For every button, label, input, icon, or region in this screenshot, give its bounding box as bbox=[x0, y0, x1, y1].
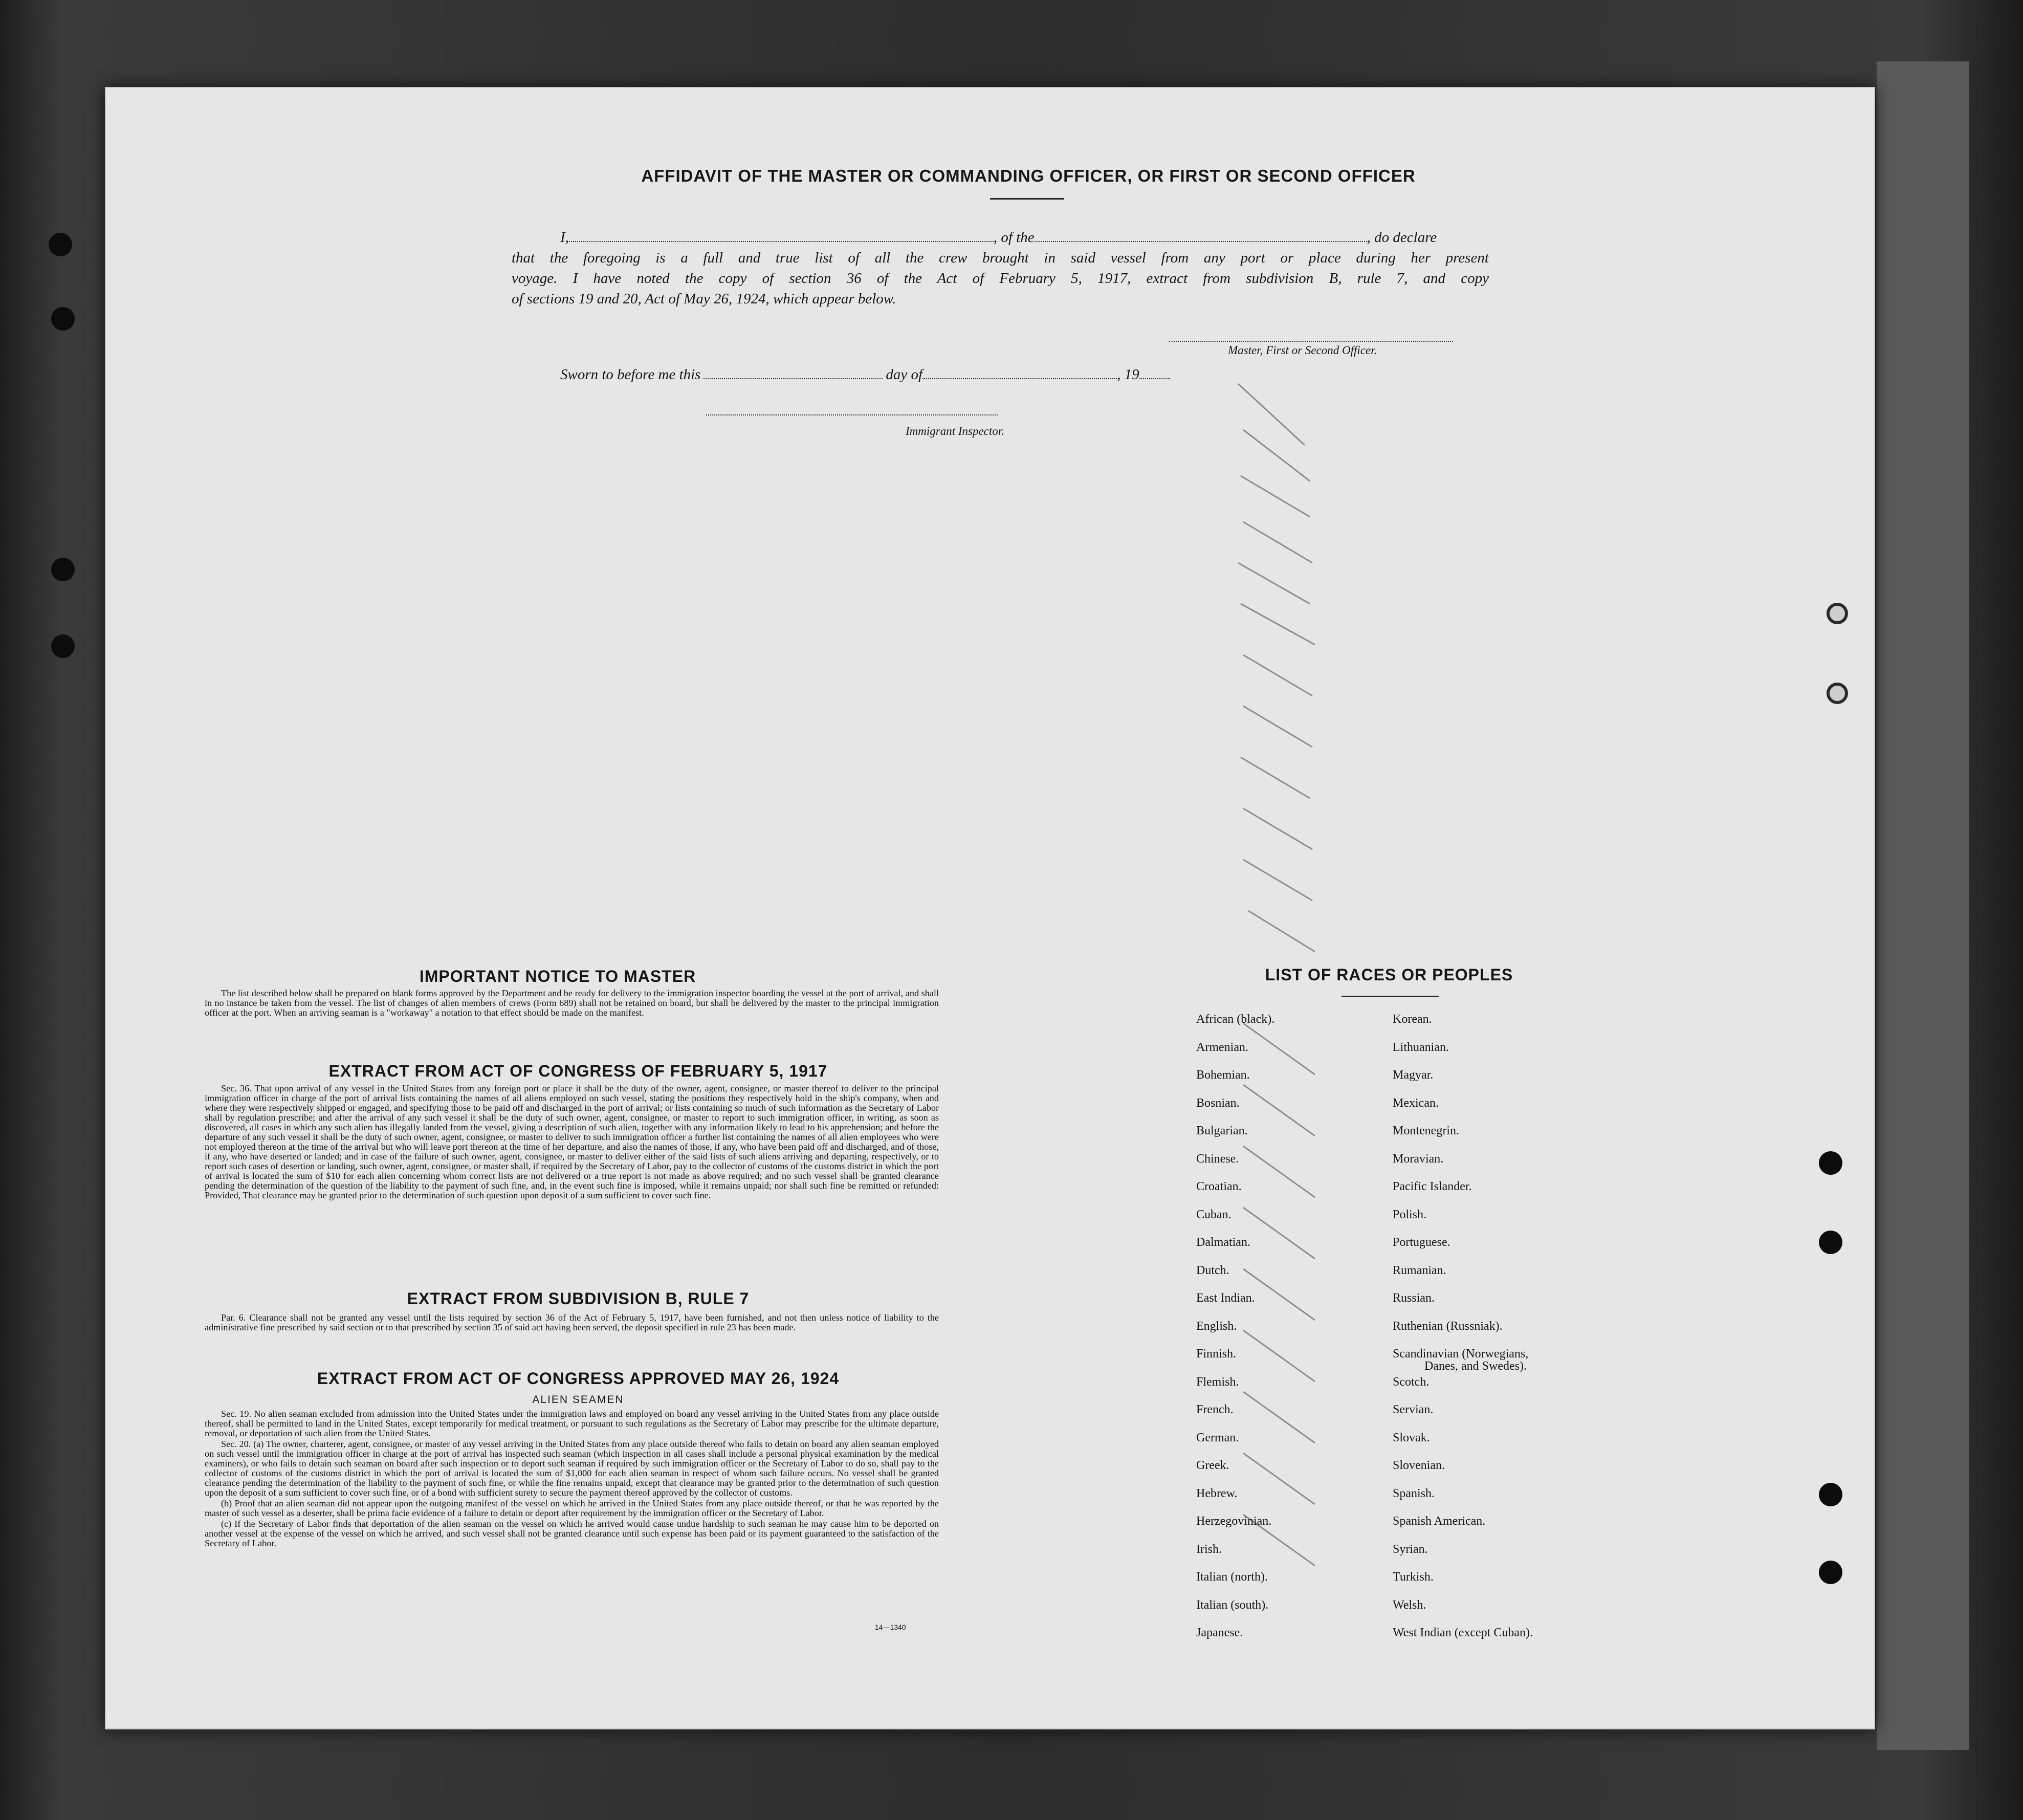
race-item: Portuguese. bbox=[1393, 1236, 1450, 1249]
vessel-name-blank bbox=[1035, 230, 1367, 242]
race-item: Montenegrin. bbox=[1393, 1124, 1459, 1137]
affidavit-title: AFFIDAVIT OF THE MASTER OR COMMANDING OFFICER, OR FIRST OR SECOND OFFICER bbox=[641, 166, 1416, 185]
race-item: Cuban. bbox=[1196, 1208, 1232, 1221]
sworn-text: Sworn to before me this bbox=[560, 366, 701, 383]
race-item: Hebrew. bbox=[1196, 1486, 1238, 1500]
extract-1917-title: EXTRACT FROM ACT OF CONGRESS OF FEBRUARY 5, 1917 bbox=[328, 1062, 828, 1080]
extract-rule7-text bbox=[205, 1313, 939, 1333]
race-item: Greek. bbox=[1196, 1459, 1229, 1472]
binder-hole bbox=[1819, 1151, 1842, 1175]
binder-hole bbox=[1819, 1231, 1842, 1254]
binder-hole bbox=[1819, 1561, 1842, 1584]
race-item: Korean. bbox=[1393, 1013, 1432, 1026]
race-item: Dutch. bbox=[1196, 1263, 1229, 1277]
master-signature-line bbox=[1169, 341, 1453, 342]
race-item: Irish. bbox=[1196, 1542, 1222, 1556]
underlying-page-edge bbox=[1877, 61, 1969, 1750]
binder-hole bbox=[51, 634, 75, 658]
sworn-month-blank bbox=[922, 367, 1117, 379]
race-item: Bosnian. bbox=[1196, 1096, 1240, 1110]
race-item: Lithuanian. bbox=[1393, 1040, 1449, 1054]
race-item: Chinese. bbox=[1196, 1152, 1239, 1166]
section-20c-paragraph: (c) If the Secretary of Labor finds that deportation of the alien seaman on the vessel on which he arrived would cause undue hardship to such seaman he may cause him to be deported on another vessel at the expense of the vessel on which he arrived, and such vessel shall not be granted clearance until such expense has been paid or its payment guaranteed to the satisfaction of the Secretary of Labor. bbox=[205, 1519, 939, 1548]
race-item: Croatian. bbox=[1196, 1180, 1242, 1193]
extract-1917-text bbox=[205, 1084, 939, 1201]
race-item: Flemish. bbox=[1196, 1375, 1239, 1389]
sworn-year: , 19 bbox=[1117, 366, 1139, 383]
race-item: English. bbox=[1196, 1319, 1237, 1333]
race-item-line-1: Scandinavian (Norwegians, bbox=[1393, 1347, 1529, 1361]
race-item-line-2: Danes, and Swedes). bbox=[1424, 1359, 1527, 1373]
race-item: Russian. bbox=[1393, 1291, 1435, 1305]
affidavit-line-1 bbox=[512, 227, 1489, 248]
race-item: Spanish American. bbox=[1393, 1515, 1486, 1528]
race-item: Ruthenian (Russniak). bbox=[1393, 1319, 1503, 1333]
inspector-signature-line bbox=[706, 414, 998, 415]
extract-rule7-title: EXTRACT FROM SUBDIVISION B, RULE 7 bbox=[407, 1289, 750, 1308]
race-item: Syrian. bbox=[1393, 1542, 1428, 1556]
master-caption: Master, First or Second Officer. bbox=[1228, 344, 1377, 357]
notice-text bbox=[205, 989, 939, 1019]
alien-seamen-subtitle: ALIEN SEAMEN bbox=[532, 1394, 624, 1406]
race-item: Japanese. bbox=[1196, 1626, 1243, 1639]
races-left-column bbox=[1196, 1013, 1274, 1655]
section-20a-paragraph: Sec. 20. (a) The owner, charterer, agent, consignee, or master of any vessel arriving in the United States from any place outside thereof who fails to detain on board any alien seaman employed on such vessel until the immigration officer in charge at the port of arrival has inspected such seaman (which inspection in all cases shall include a personal physical examination by the medical examiners), or who fails to detain such seaman on board after such inspection or to deport such seaman if required by such immigration officer or the Secretary of Labor to do so, shall pay to the collector of customs of the customs district in which the port of arrival is located the sum of $1,000 for each alien seaman in respect of whom such failure occurs. No vessel shall be granted clearance pending the determination of the liability to the payment of such fine, or while the fine remains unpaid, except that clearance may be granted prior to the determination of such question upon the deposit of a sum sufficient to cover such fine, or of a bond with sufficient surety to secure the payment thereof approved by the collector of customs. bbox=[205, 1439, 939, 1498]
races-right-column bbox=[1393, 1013, 1533, 1655]
race-item: Servian. bbox=[1393, 1403, 1434, 1416]
affidavit-line-4: of sections 19 and 20, Act of May 26, 1924, which appear below. bbox=[512, 291, 896, 307]
affidavit-do-declare: , do declare bbox=[1367, 229, 1437, 246]
race-item: Slovenian. bbox=[1393, 1459, 1445, 1472]
title-rule bbox=[990, 198, 1064, 200]
punched-hole bbox=[1827, 603, 1848, 624]
race-item: Magyar. bbox=[1393, 1068, 1434, 1082]
race-item: Herzegovinian. bbox=[1196, 1515, 1272, 1528]
binder-hole bbox=[49, 233, 72, 256]
race-item: Rumanian. bbox=[1393, 1263, 1446, 1277]
race-item: East Indian. bbox=[1196, 1291, 1255, 1305]
section-19-paragraph: Sec. 19. No alien seaman excluded from admission into the United States under the immigration laws and employed on board any vessel arriving in the United States from any place outside thereof, shall be permitted to land in the United States, except temporarily for medical treatment, or pursuant to such regulations as the Secretary of Labor may prescribe for the ultimate departure, removal, or deportation of such alien from the United States. bbox=[205, 1409, 939, 1438]
section-20b-paragraph: (b) Proof that an alien seaman did not appear upon the outgoing manifest of the vessel on which he arrived in the United States from any place outside thereof, or that he was reported by the master of such vessel as a deserter, shall be prima facie evidence of a failure to detain or deport after requirement by the immigration officer or the Secretary of Labor. bbox=[205, 1498, 939, 1518]
sworn-day-of: day of bbox=[886, 366, 923, 383]
affidavit-of-the: , of the bbox=[993, 229, 1035, 246]
race-item: Bohemian. bbox=[1196, 1068, 1250, 1082]
sworn-day-blank bbox=[703, 367, 883, 379]
binder-hole bbox=[1819, 1483, 1842, 1506]
race-item: Scotch. bbox=[1393, 1375, 1430, 1389]
notice-paragraph: The list described below shall be prepared on blank forms approved by the Department and be ready for delivery to the immigration inspector boarding the vessel at the port of arrival, and shall in no instance be taken from the vessel. The list of changes of alien members of crews (Form 689) shall not be retained on board, but shall be delivered by the master to the principal immigration officer at the port. When an arriving seaman is a "workaway" a notation to that effect should be made on the manifest. bbox=[205, 988, 939, 1018]
extract-1924-title: EXTRACT FROM ACT OF CONGRESS APPROVED MAY 26, 1924 bbox=[317, 1369, 840, 1388]
notice-title: IMPORTANT NOTICE TO MASTER bbox=[419, 967, 696, 985]
race-item: Dalmatian. bbox=[1196, 1236, 1250, 1249]
race-item: Slovak. bbox=[1393, 1431, 1430, 1444]
race-item: Turkish. bbox=[1393, 1570, 1434, 1584]
race-item: Spanish. bbox=[1393, 1486, 1435, 1500]
inspector-caption: Immigrant Inspector. bbox=[906, 425, 1004, 437]
race-item: French. bbox=[1196, 1403, 1234, 1416]
race-item: African (black). bbox=[1196, 1013, 1275, 1026]
race-item: Pacific Islander. bbox=[1393, 1180, 1472, 1193]
master-name-blank bbox=[569, 230, 994, 242]
race-item: Moravian. bbox=[1393, 1152, 1444, 1166]
form-number: 14—1340 bbox=[875, 1623, 906, 1631]
race-item: Finnish. bbox=[1196, 1347, 1237, 1361]
sworn-line bbox=[560, 364, 1277, 385]
affidavit-i: I, bbox=[560, 229, 569, 246]
race-item: Polish. bbox=[1393, 1208, 1427, 1221]
extract-1924-text bbox=[205, 1409, 939, 1549]
affidavit-line-3: voyage. I have noted the copy of section 36 of the Act of February 5, 1917, extract from subdivision B, rule 7, and copy bbox=[512, 270, 1489, 287]
race-item: Italian (north). bbox=[1196, 1570, 1268, 1584]
race-item: Italian (south). bbox=[1196, 1598, 1269, 1612]
punched-hole bbox=[1827, 683, 1848, 704]
binder-hole bbox=[51, 558, 75, 581]
race-item: Welsh. bbox=[1393, 1598, 1426, 1612]
binder-hole bbox=[51, 307, 75, 331]
affidavit-line-2: that the foregoing is a full and true list of all the crew brought in said vessel from any port or place during her present bbox=[512, 250, 1489, 266]
races-title-rule bbox=[1342, 996, 1439, 997]
race-item: West Indian (except Cuban). bbox=[1393, 1626, 1533, 1639]
section-36-paragraph: Sec. 36. That upon arrival of any vessel in the United States from any foreign port or place it shall be the duty of the owner, agent, consignee, or master thereof to deliver to the principal immigration officer in charge of the port of arrival lists containing the names of all aliens employed on such vessel, stating the positions they respectively hold in the ship's company, when and where they were respectively shipped or engaged, and specifying those to be paid off and discharged in the port of arrival; or lists containing so much of such information as the Secretary of Labor shall by regulation prescribe; and after the arrival of any such vessel it shall be the duty of such owner, agent, consignee, or master to report to such immigration officer, in writing, as soon as discovered, all cases in which any such alien has illegally landed from the vessel, giving a description of such alien, together with any information likely to lead to his apprehension; and before the departure of any such vessel it shall be the duty of such owner, agent, consignee, or master to deliver to such immigration officer a further list containing the names of all alien employees who were not employed thereon at the time of the arrival but who will leave port thereon at the time of her departure, and also the names of those, if any, who have been paid off and discharged, and of those, if any, who have deserted or landed; and in case of the failure of such owner, agent, consignee, or master to deliver either of the said lists of such aliens arriving and departing, respectively, or to report such cases of desertion or landing, such owner, agent, consignee, or master shall, if required by the Secretary of Labor, pay to the collector of customs of the customs district in which the port of arrival is located the sum of $10 for each alien concerning whom correct lists are not delivered or a true report is not made as above required; and no such vessel shall be granted clearance pending the determination of the question of the liability to the payment of such fine, and, in the event such fine is imposed, while it remains unpaid; nor shall such fine be remitted or refunded: Provided, That clearance may be granted prior to the determination of such question upon deposit of a sum sufficient to cover such fine. bbox=[205, 1083, 939, 1200]
race-item-scandinavian bbox=[1393, 1348, 1533, 1376]
race-item: German. bbox=[1196, 1431, 1239, 1444]
race-item: Armenian. bbox=[1196, 1040, 1248, 1054]
race-item: Bulgarian. bbox=[1196, 1124, 1248, 1137]
race-item: Mexican. bbox=[1393, 1096, 1439, 1110]
races-title: LIST OF RACES OR PEOPLES bbox=[1265, 966, 1513, 984]
sworn-year-blank bbox=[1139, 367, 1170, 379]
paragraph-6: Par. 6. Clearance shall not be granted any vessel until the lists required by section 36 of the Act of February 5, 1917, have been furnished, and not then unless notice of liability to the administrative fine prescribed by said section or to that prescribed by section 35 of said act having been served, the deposit specified in rule 23 has been made. bbox=[205, 1312, 939, 1332]
